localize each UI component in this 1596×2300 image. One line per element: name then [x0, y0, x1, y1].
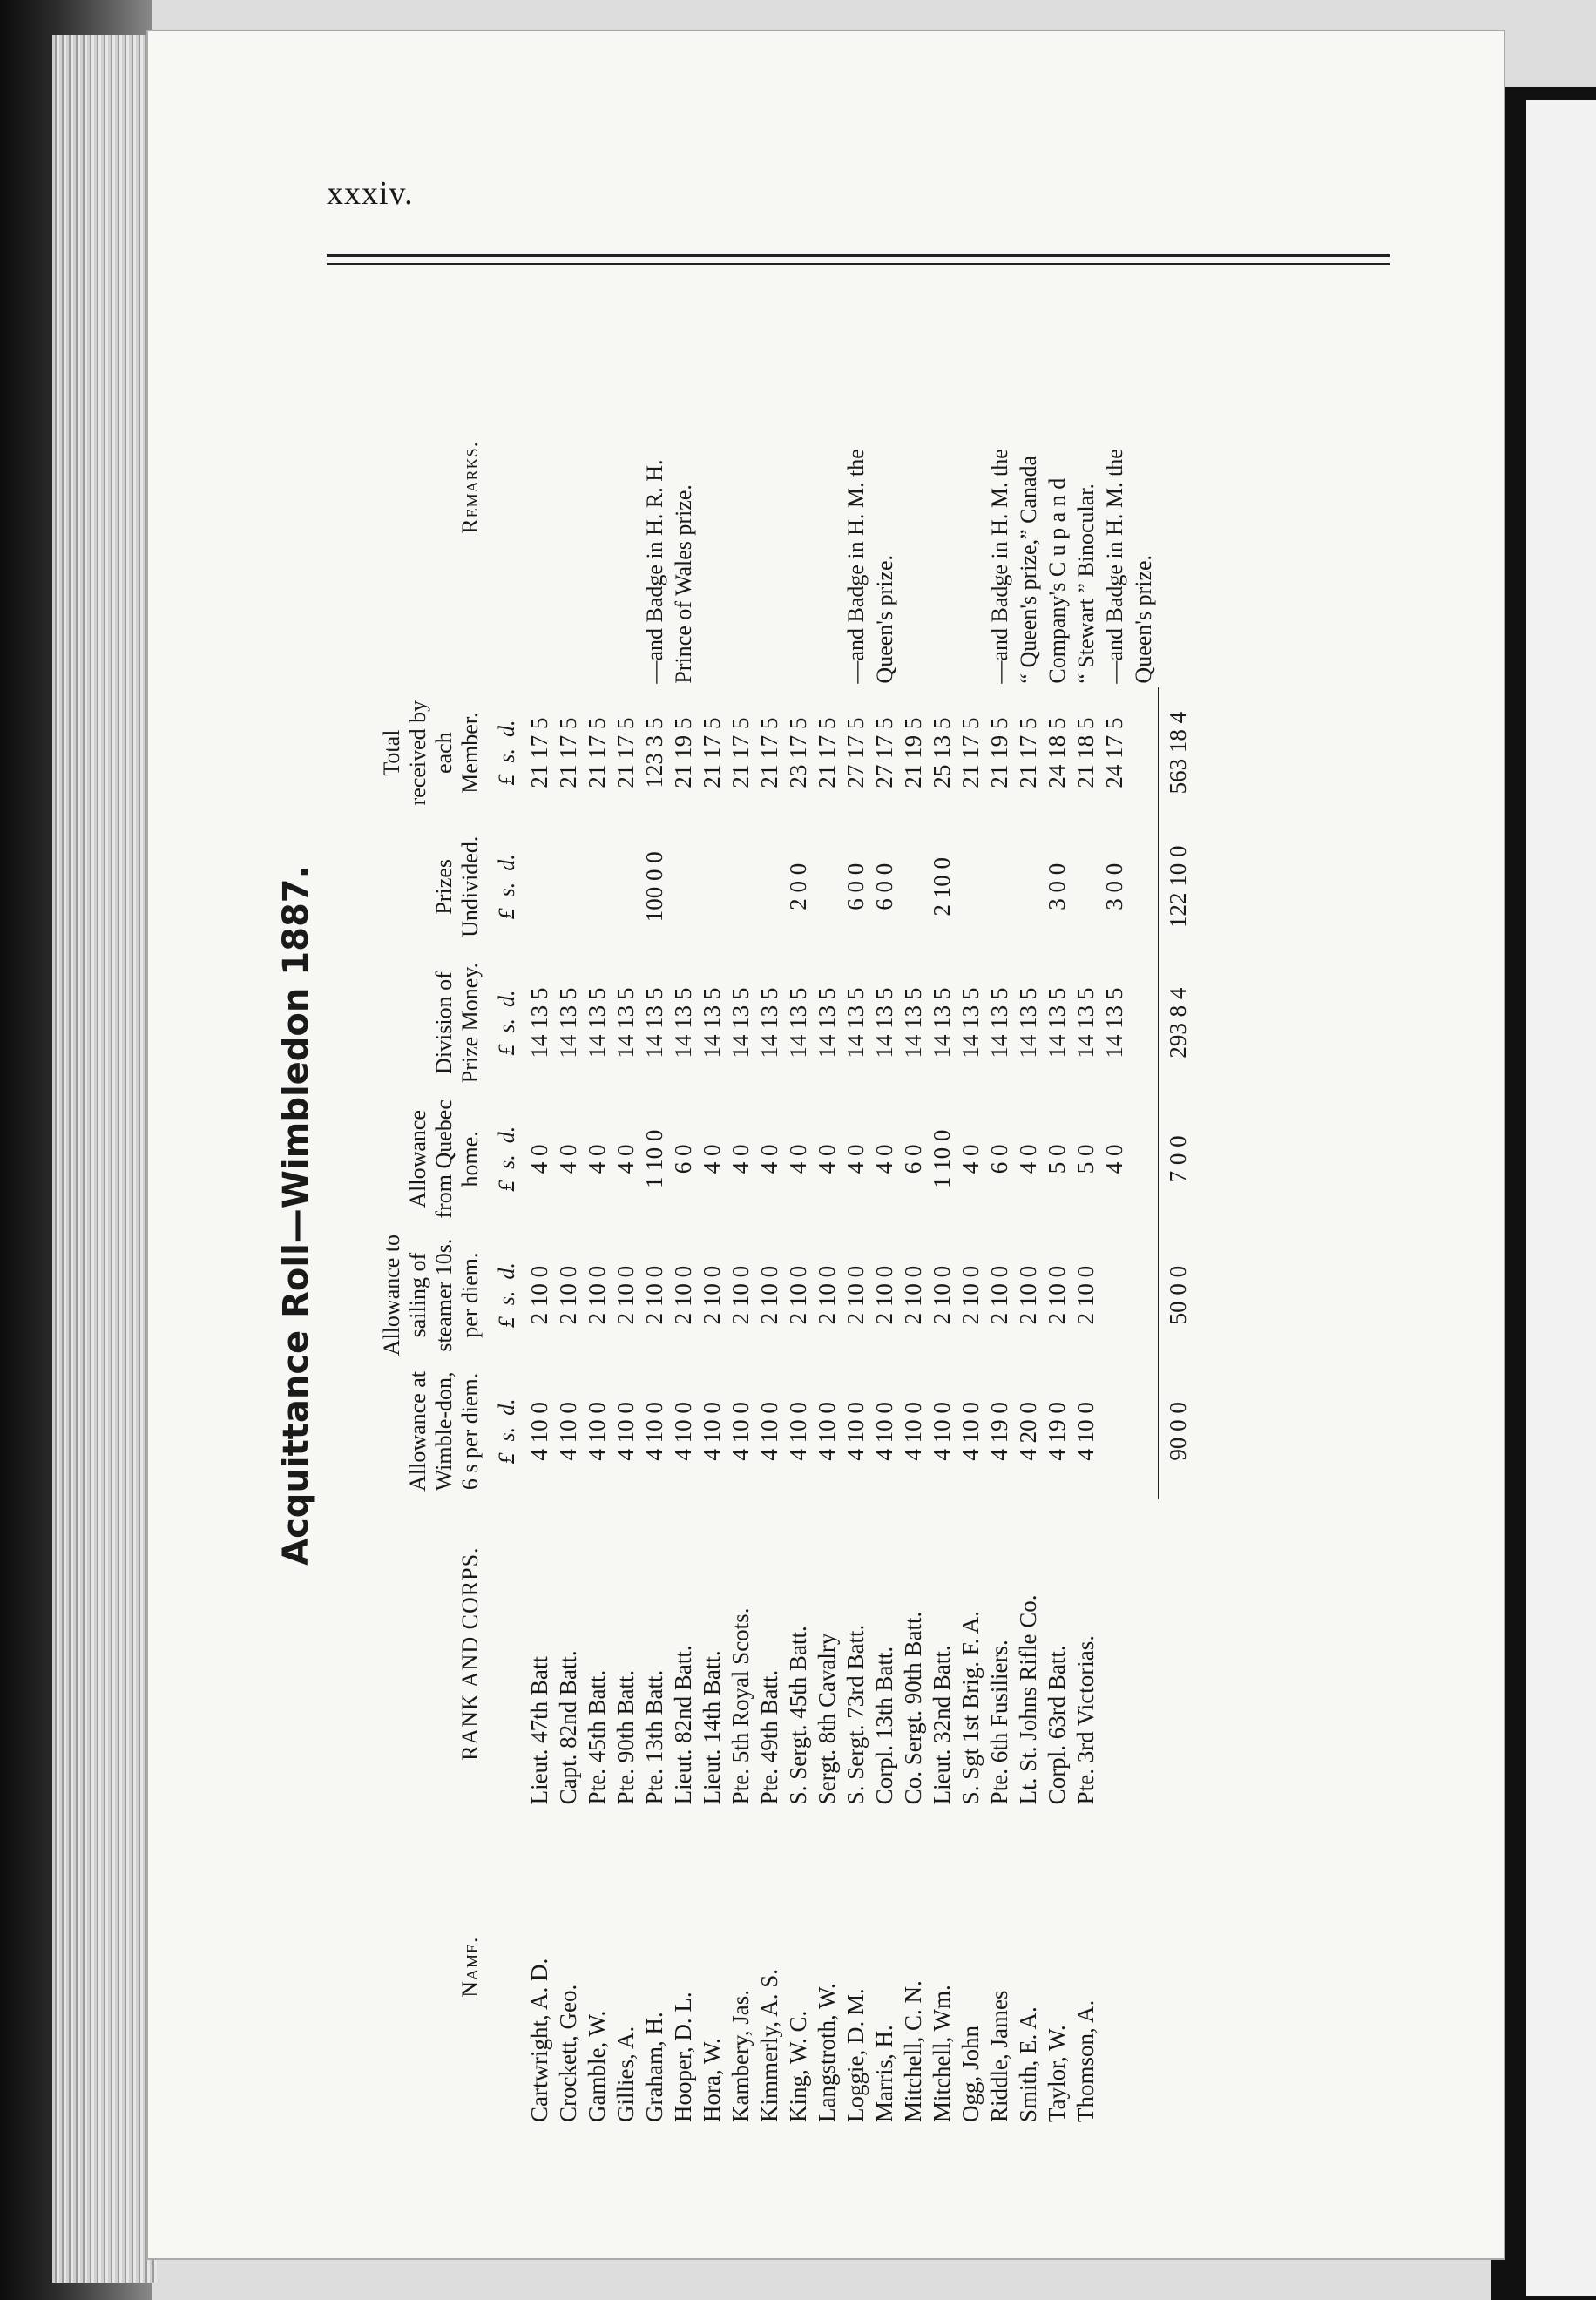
header-allowance-steamer: Allowance to sailing of steamer 10s. per diem. [379, 1234, 483, 1356]
table-body [525, 288, 1159, 2126]
allowance-quebec-cell: 6 0 [669, 1144, 696, 1174]
allowance-steamer-cell: 2 10 0 [727, 1265, 754, 1325]
rank-cell: Lieut. 32nd Batt. [928, 1645, 955, 1805]
allowance-wimbledon-cell: 4 10 0 [525, 1402, 552, 1461]
allowance-wimbledon-cell: 4 19 0 [1043, 1402, 1070, 1461]
table-row [612, 288, 640, 2126]
rank-cell: Lt. St. Johns Rifle Co. [1014, 1594, 1041, 1805]
division-cell: 14 13 5 [985, 987, 1012, 1059]
totals-row [1158, 288, 1194, 2126]
table-row [813, 288, 842, 2126]
name-cell: Gillies, A. [612, 2026, 639, 2122]
table-row [957, 288, 985, 2126]
allowance-quebec-cell: 4 0 [1100, 1144, 1127, 1174]
allowance-quebec-cell: 4 0 [554, 1144, 581, 1174]
allowance-wimbledon-cell: 4 10 0 [612, 1402, 639, 1461]
allowance-quebec-cell: 4 0 [698, 1144, 725, 1174]
table-row [669, 288, 698, 2126]
undivided-cell [698, 819, 727, 955]
name-cell: Crockett, Geo. [554, 1984, 581, 2122]
name-cell: Ogg, John [957, 2025, 984, 2122]
division-cell: 14 13 5 [928, 987, 955, 1059]
table-row [1014, 288, 1043, 2126]
table-row [985, 288, 1014, 2126]
division-cell: 14 13 5 [1043, 987, 1070, 1059]
remarks-cell [928, 288, 957, 687]
undivided-cell: 6 0 0 [842, 862, 869, 910]
rank-cell: Pte. 90th Batt. [612, 1669, 639, 1805]
acquittance-table [379, 288, 1194, 2126]
allowance-wimbledon-cell: 4 10 0 [928, 1402, 955, 1461]
rank-cell: Corpl. 13th Batt. [870, 1646, 897, 1805]
division-cell: 14 13 5 [1072, 987, 1099, 1059]
name-cell: Riddle, James [985, 1990, 1012, 2122]
undivided-cell [727, 819, 755, 955]
division-cell: 14 13 5 [1100, 987, 1127, 1059]
allowance-quebec-cell: 5 0 [1072, 1144, 1099, 1174]
table-row [1072, 288, 1100, 2126]
facing-page [1526, 100, 1596, 2296]
allowance-steamer-cell: 2 10 0 [870, 1265, 897, 1325]
allowance-quebec-cell: 6 0 [985, 1144, 1012, 1174]
allowance-wimbledon-cell: 4 10 0 [755, 1402, 782, 1461]
name-cell: Loggie, D. M. [842, 1988, 869, 2122]
remarks-cell: Prince of Wales prize. [670, 484, 696, 684]
allowance-wimbledon-cell: 4 10 0 [698, 1402, 725, 1461]
division-cell: 14 13 5 [525, 987, 552, 1059]
remarks-cell [612, 288, 640, 687]
allowance-quebec-cell: 6 0 [899, 1144, 926, 1174]
total-received-cell [1129, 687, 1159, 819]
allowance-steamer-cell: 2 10 0 [583, 1265, 610, 1325]
total-received-cell: 21 17 5 [554, 717, 581, 788]
allowance-steamer-cell: 2 10 0 [1043, 1265, 1070, 1325]
undivided-cell [813, 819, 842, 955]
page-title: Acquittance Roll—Wimbledon 1887. [276, 865, 316, 1566]
table-row [640, 288, 669, 2126]
allowance-wimbledon-cell: 4 10 0 [583, 1402, 610, 1461]
table-row [554, 288, 583, 2126]
total-received-cell: 21 19 5 [669, 717, 696, 788]
allowance-steamer-cell: 2 10 0 [698, 1265, 725, 1325]
allowance-steamer-cell: 2 10 0 [928, 1265, 955, 1325]
undivided-cell [1129, 819, 1159, 955]
remarks-cell: Queen's prize. [1130, 554, 1156, 684]
allowance-quebec-cell: 4 0 [583, 1144, 610, 1174]
undivided-cell [985, 819, 1014, 955]
allowance-quebec-cell [1129, 1091, 1159, 1227]
total-received-cell: 27 17 5 [870, 717, 897, 788]
allowance-quebec-cell: 4 0 [813, 1144, 840, 1174]
rank-cell: Co. Sergt. 90th Batt. [899, 1611, 926, 1805]
allowance-wimbledon-cell: 4 10 0 [669, 1402, 696, 1461]
header-allowance-wimbledon: Allowance at Wimble-don, 6 s per diem. [404, 1370, 483, 1492]
division-cell: 14 13 5 [669, 987, 696, 1059]
header-division: Division of Prize Money. [430, 962, 483, 1084]
total-received-cell: 27 17 5 [842, 717, 869, 788]
total-cell: 293 8 4 [1158, 955, 1194, 1091]
allowance-quebec-cell: 4 0 [870, 1144, 897, 1174]
allowance-steamer-cell: 2 10 0 [899, 1265, 926, 1325]
undivided-cell [1072, 819, 1100, 955]
allowance-wimbledon-cell: 4 10 0 [870, 1402, 897, 1461]
allowance-quebec-cell: 4 0 [727, 1144, 754, 1174]
allowance-wimbledon-cell: 4 10 0 [727, 1402, 754, 1461]
name-cell: Mitchell, Wm. [928, 1985, 955, 2122]
name-cell: Kambery, Jas. [727, 1990, 754, 2122]
total-cell: 563 18 4 [1158, 687, 1194, 819]
rank-cell: S. Sergt. 45th Batt. [784, 1626, 811, 1805]
allowance-wimbledon-cell: 4 19 0 [985, 1402, 1012, 1461]
rank-cell: Sergt. 8th Cavalry [813, 1633, 840, 1805]
total-received-cell: 21 18 5 [1072, 717, 1099, 788]
allowance-steamer-cell: 2 10 0 [784, 1265, 811, 1325]
allowance-wimbledon-cell: 4 10 0 [640, 1402, 667, 1461]
total-received-cell: 21 17 5 [525, 717, 552, 788]
division-cell: 14 13 5 [583, 987, 610, 1059]
total-received-cell: 21 17 5 [698, 717, 725, 788]
table-row [525, 288, 554, 2126]
total-received-cell: 123 3 5 [640, 717, 667, 788]
allowance-steamer-cell: 2 10 0 [842, 1265, 869, 1325]
allowance-steamer-cell: 2 10 0 [813, 1265, 840, 1325]
remarks-cell [899, 288, 928, 687]
header-total: Total received by each Member. [379, 700, 483, 806]
header-rule [327, 254, 1390, 257]
allowance-quebec-cell: 4 0 [1014, 1144, 1041, 1174]
remarks-cell [727, 288, 755, 687]
undivided-cell [755, 819, 784, 955]
allowance-steamer-cell [1129, 1227, 1159, 1363]
allowance-quebec-cell: 5 0 [1043, 1144, 1070, 1174]
undivided-cell: 2 0 0 [784, 862, 811, 910]
allowance-wimbledon-cell: 4 10 0 [957, 1402, 984, 1461]
division-cell: 14 13 5 [784, 987, 811, 1059]
allowance-quebec-cell: 4 0 [612, 1144, 639, 1174]
allowance-wimbledon-cell: 4 10 0 [813, 1402, 840, 1461]
undivided-cell [669, 819, 698, 955]
remarks-cell: Company's C u p a n d [1044, 477, 1070, 684]
name-cell: Gamble, W. [583, 2010, 610, 2122]
division-cell [1129, 955, 1159, 1091]
undivided-cell: 3 0 0 [1043, 862, 1070, 910]
division-cell: 14 13 5 [554, 987, 581, 1059]
allowance-quebec-cell: 1 10 0 [928, 1129, 955, 1189]
header-name: Name. [456, 1936, 483, 1998]
allowance-quebec-cell: 4 0 [755, 1144, 782, 1174]
total-received-cell: 24 18 5 [1043, 717, 1070, 788]
table-row [842, 288, 870, 2126]
allowance-steamer-cell: 2 10 0 [554, 1265, 581, 1325]
undivided-cell [583, 819, 612, 955]
remarks-cell: “ Queen's prize,” Canada [1015, 455, 1041, 684]
rank-cell: Pte. 6th Fusiliers. [985, 1640, 1012, 1805]
allowance-steamer-cell: 2 10 0 [1014, 1265, 1041, 1325]
unit-label: £ s. d. [493, 854, 519, 920]
allowance-wimbledon-cell [1129, 1363, 1159, 1499]
total-cell: 90 0 0 [1158, 1363, 1194, 1499]
rank-cell: Pte. 45th Batt. [583, 1669, 610, 1805]
page-edges [52, 35, 157, 2283]
rank-cell [1100, 1499, 1129, 1808]
name-cell: Mitchell, C. N. [899, 1980, 926, 2122]
rank-cell: Capt. 82nd Batt. [554, 1650, 581, 1805]
remarks-cell [784, 288, 813, 687]
table-row [1100, 288, 1129, 2126]
header-remarks: Remarks. [456, 440, 483, 534]
remarks-cell: Queen's prize. [871, 554, 897, 684]
header-rule-thin [327, 263, 1390, 265]
allowance-steamer-cell: 2 10 0 [957, 1265, 984, 1325]
unit-label: £ s. d. [493, 1398, 519, 1465]
division-cell: 14 13 5 [957, 987, 984, 1059]
undivided-cell: 100 0 0 [640, 851, 667, 923]
name-cell: Hora, W. [698, 2038, 725, 2122]
allowance-steamer-cell: 2 10 0 [1072, 1265, 1099, 1325]
allowance-quebec-cell: 4 0 [842, 1144, 869, 1174]
rank-cell: Pte. 13th Batt. [640, 1669, 667, 1805]
header-rank: RANK AND CORPS. [456, 1546, 483, 1761]
total-cell: 7 0 0 [1158, 1091, 1194, 1227]
undivided-cell [899, 819, 928, 955]
unit-label: £ s. d. [493, 990, 519, 1056]
table-row [727, 288, 755, 2126]
allowance-steamer-cell [1100, 1227, 1129, 1363]
rank-cell: S. Sergt. 73rd Batt. [842, 1624, 869, 1805]
division-cell: 14 13 5 [698, 987, 725, 1059]
division-cell: 14 13 5 [899, 987, 926, 1059]
remarks-cell [957, 288, 985, 687]
undivided-cell [957, 819, 985, 955]
total-received-cell: 25 13 5 [928, 717, 955, 788]
name-cell: Langstroth, W. [813, 1983, 840, 2122]
unit-label: £ s. d. [493, 720, 519, 786]
total-received-cell: 21 17 5 [813, 717, 840, 788]
rank-cell [1129, 1499, 1159, 1808]
unit-label: £ s. d. [493, 1262, 519, 1329]
undivided-cell: 2 10 0 [928, 857, 955, 917]
total-received-cell: 21 17 5 [957, 717, 984, 788]
allowance-wimbledon-cell [1100, 1363, 1129, 1499]
division-cell: 14 13 5 [755, 987, 782, 1059]
allowance-wimbledon-cell: 4 10 0 [784, 1402, 811, 1461]
name-cell: Kimmerly, A. S. [755, 1968, 782, 2122]
total-cell: 50 0 0 [1158, 1227, 1194, 1363]
allowance-wimbledon-cell: 4 10 0 [899, 1402, 926, 1461]
name-cell: King, W. C. [784, 2010, 811, 2122]
rank-cell: Pte. 3rd Victorias. [1072, 1634, 1099, 1805]
table-row [1043, 288, 1072, 2126]
rank-cell: Lieut. 14th Batt. [698, 1650, 725, 1805]
unit-label: £ s. d. [493, 1126, 519, 1192]
remarks-cell [755, 288, 784, 687]
table-row [784, 288, 813, 2126]
allowance-steamer-cell: 2 10 0 [669, 1265, 696, 1325]
table-row [1129, 288, 1159, 2126]
table-row [755, 288, 784, 2126]
allowance-wimbledon-cell: 4 10 0 [1072, 1402, 1099, 1461]
total-cell: 122 10 0 [1158, 819, 1194, 955]
header-allowance-quebec: Allowance from Quebec home. [404, 1099, 483, 1219]
division-cell: 14 13 5 [612, 987, 639, 1059]
table-row [583, 288, 612, 2126]
division-cell: 14 13 5 [870, 987, 897, 1059]
total-received-cell: 21 17 5 [583, 717, 610, 788]
remarks-cell: “ Stewart ” Binocular. [1072, 483, 1099, 684]
name-cell: Taylor, W. [1043, 2025, 1070, 2122]
name-cell [1100, 1808, 1129, 2126]
remarks-cell: —and Badge in H. R. H. [641, 459, 667, 684]
total-received-cell: 21 19 5 [985, 717, 1012, 788]
total-received-cell: 21 17 5 [755, 717, 782, 788]
total-received-cell: 21 19 5 [899, 717, 926, 788]
division-cell: 14 13 5 [640, 987, 667, 1059]
table-row [870, 288, 899, 2126]
division-cell: 14 13 5 [842, 987, 869, 1059]
remarks-cell: —and Badge in H. M. the [842, 449, 869, 684]
table-row [928, 288, 957, 2126]
name-cell: Cartwright, A. D. [525, 1958, 552, 2122]
page-number: xxxiv. [327, 175, 414, 212]
name-cell: Graham, H. [640, 2012, 667, 2122]
rank-cell: S. Sgt 1st Brig. F. A. [957, 1611, 984, 1805]
allowance-steamer-cell: 2 10 0 [612, 1265, 639, 1325]
remarks-cell: —and Badge in H. M. the [1101, 449, 1127, 684]
division-cell: 14 13 5 [1014, 987, 1041, 1059]
remarks-cell: —and Badge in H. M. the [986, 449, 1012, 684]
allowance-steamer-cell: 2 10 0 [755, 1265, 782, 1325]
allowance-wimbledon-cell: 4 10 0 [842, 1402, 869, 1461]
allowance-wimbledon-cell: 4 20 0 [1014, 1402, 1041, 1461]
rank-cell: Corpl. 63rd Batt. [1043, 1645, 1070, 1805]
allowance-quebec-cell: 1 10 0 [640, 1129, 667, 1189]
division-cell: 14 13 5 [813, 987, 840, 1059]
undivided-cell [1014, 819, 1043, 955]
total-received-cell: 21 17 5 [727, 717, 754, 788]
remarks-cell [525, 288, 554, 687]
name-cell [1129, 1808, 1159, 2126]
undivided-cell: 6 0 0 [870, 862, 897, 910]
rank-cell: Lieut. 47th Batt [525, 1656, 552, 1805]
allowance-quebec-cell: 4 0 [784, 1144, 811, 1174]
total-received-cell: 21 17 5 [612, 717, 639, 788]
division-cell: 14 13 5 [727, 987, 754, 1059]
name-cell: Smith, E. A. [1014, 2006, 1041, 2122]
remarks-cell [698, 288, 727, 687]
rotated-content [274, 279, 1398, 2152]
rank-cell: Pte. 5th Royal Scots. [727, 1607, 754, 1805]
header-undivided: Prizes Undivided. [430, 835, 483, 937]
undivided-cell: 3 0 0 [1100, 862, 1127, 910]
allowance-steamer-cell: 2 10 0 [525, 1265, 552, 1325]
name-cell: Thomson, A. [1072, 1999, 1099, 2122]
remarks-cell [554, 288, 583, 687]
allowance-quebec-cell: 4 0 [525, 1144, 552, 1174]
table-row [698, 288, 727, 2126]
remarks-cell [583, 288, 612, 687]
allowance-quebec-cell: 4 0 [957, 1144, 984, 1174]
table-row [899, 288, 928, 2126]
name-cell: Marris, H. [870, 2025, 897, 2122]
undivided-cell [612, 819, 640, 955]
remarks-cell [813, 288, 842, 687]
rank-cell: Pte. 49th Batt. [755, 1669, 782, 1805]
rank-cell: Lieut. 82nd Batt. [669, 1645, 696, 1805]
total-received-cell: 23 17 5 [784, 717, 811, 788]
name-cell: Hooper, D. L. [669, 1992, 696, 2122]
total-received-cell: 21 17 5 [1014, 717, 1041, 788]
allowance-steamer-cell: 2 10 0 [640, 1265, 667, 1325]
undivided-cell [554, 819, 583, 955]
allowance-wimbledon-cell: 4 10 0 [554, 1402, 581, 1461]
allowance-steamer-cell: 2 10 0 [985, 1265, 1012, 1325]
undivided-cell [525, 819, 554, 955]
total-received-cell: 24 17 5 [1100, 717, 1127, 788]
